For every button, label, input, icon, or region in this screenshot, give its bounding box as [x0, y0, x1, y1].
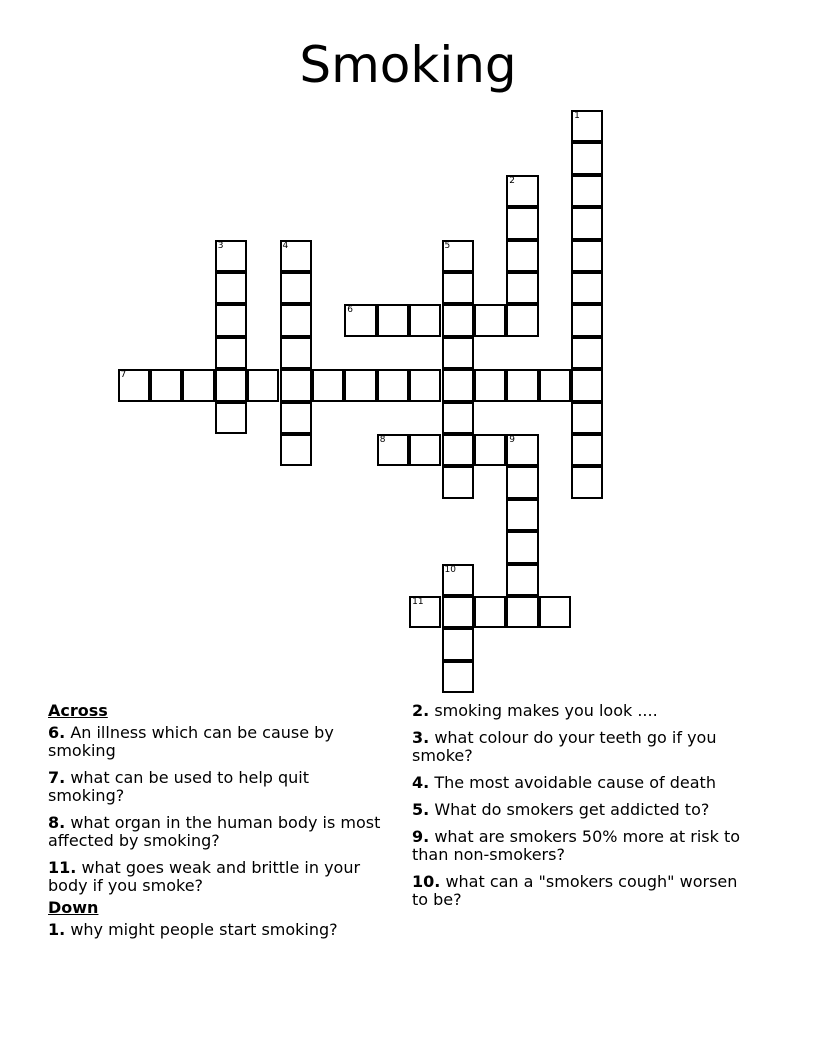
- clue-number: 4.: [412, 773, 430, 792]
- grid-cell-3[interactable]: [215, 240, 247, 272]
- grid-cell[interactable]: [539, 596, 571, 628]
- cell-number: 3: [217, 240, 224, 251]
- grid-cell[interactable]: [377, 369, 409, 401]
- grid-cell[interactable]: [571, 207, 603, 239]
- grid-cell[interactable]: [409, 369, 441, 401]
- grid-cell[interactable]: [280, 337, 312, 369]
- clue-text: what can be used to help quit smoking?: [48, 768, 310, 805]
- grid-cell-5[interactable]: [442, 240, 474, 272]
- clue-down-10: [412, 873, 742, 909]
- clue-number: 10.: [412, 872, 441, 891]
- clue-across-6: [48, 724, 388, 760]
- grid-cell[interactable]: [215, 304, 247, 336]
- grid-cell[interactable]: [442, 402, 474, 434]
- grid-cell[interactable]: [409, 434, 441, 466]
- clue-text: The most avoidable cause of death: [434, 773, 716, 792]
- grid-cell[interactable]: [506, 531, 538, 563]
- grid-cell[interactable]: [215, 402, 247, 434]
- grid-cell[interactable]: [280, 402, 312, 434]
- clue-down-5: [412, 801, 742, 819]
- grid-cell-4[interactable]: [280, 240, 312, 272]
- clue-down-4: [412, 774, 742, 792]
- grid-cell[interactable]: [571, 142, 603, 174]
- grid-cell-2[interactable]: [506, 175, 538, 207]
- cell-number: 10: [444, 564, 456, 575]
- cell-number: 4: [282, 240, 289, 251]
- grid-cell[interactable]: [539, 369, 571, 401]
- grid-cell[interactable]: [312, 369, 344, 401]
- clue-number: 2.: [412, 701, 430, 720]
- grid-cell[interactable]: [247, 369, 279, 401]
- cell-number: 2: [509, 175, 516, 186]
- clue-number: 11.: [48, 858, 77, 877]
- grid-cell[interactable]: [442, 596, 474, 628]
- grid-cell[interactable]: [571, 240, 603, 272]
- clue-across-7: [48, 769, 388, 805]
- clues-right-column: [412, 702, 742, 918]
- grid-cell[interactable]: [280, 434, 312, 466]
- down-heading: Down: [48, 898, 99, 917]
- grid-cell[interactable]: [442, 337, 474, 369]
- puzzle-title: Smoking: [299, 36, 517, 94]
- clue-number: 5.: [412, 800, 430, 819]
- grid-cell-9[interactable]: [506, 434, 538, 466]
- grid-cell[interactable]: [474, 434, 506, 466]
- clue-text: what can a "smokers cough" worsen to be?: [412, 872, 738, 909]
- clue-across-11: [48, 859, 388, 895]
- cell-number: 11: [412, 597, 424, 607]
- clue-text: what goes weak and brittle in your body if you smoke?: [48, 858, 361, 895]
- across-heading: Across: [48, 701, 108, 720]
- clue-text: what organ in the human body is most affected by smoking?: [48, 813, 381, 850]
- grid-cell[interactable]: [506, 596, 538, 628]
- grid-cell[interactable]: [409, 304, 441, 336]
- grid-cell[interactable]: [442, 434, 474, 466]
- grid-cell-11[interactable]: [409, 596, 441, 628]
- grid-cell[interactable]: [377, 304, 409, 336]
- grid-cell[interactable]: [182, 369, 214, 401]
- grid-cell[interactable]: [344, 369, 376, 401]
- grid-cell[interactable]: [506, 207, 538, 239]
- grid-cell[interactable]: [506, 499, 538, 531]
- grid-cell-10[interactable]: [442, 564, 474, 596]
- grid-cell[interactable]: [280, 304, 312, 336]
- grid-cell[interactable]: [215, 337, 247, 369]
- clue-text: what are smokers 50% more at risk to than non-smokers?: [412, 827, 741, 864]
- grid-cell-8[interactable]: [377, 434, 409, 466]
- grid-cell[interactable]: [506, 304, 538, 336]
- grid-cell[interactable]: [571, 304, 603, 336]
- cell-number: 8: [379, 435, 386, 445]
- cell-number: 5: [444, 240, 451, 251]
- clue-down-3: [412, 729, 742, 765]
- grid-cell[interactable]: [571, 402, 603, 434]
- clue-number: 3.: [412, 728, 430, 747]
- clue-text: what colour do your teeth go if you smoke?: [412, 728, 717, 765]
- grid-cell[interactable]: [442, 628, 474, 660]
- clue-across-8: [48, 814, 388, 850]
- clue-text: What do smokers get addicted to?: [434, 800, 710, 819]
- clue-number: 8.: [48, 813, 66, 832]
- grid-cell[interactable]: [571, 175, 603, 207]
- grid-cell[interactable]: [442, 304, 474, 336]
- grid-cell[interactable]: [506, 240, 538, 272]
- clue-down-9: [412, 828, 742, 864]
- grid-cell[interactable]: [571, 466, 603, 498]
- grid-cell[interactable]: [215, 369, 247, 401]
- grid-cell[interactable]: [571, 434, 603, 466]
- clue-number: 9.: [412, 827, 430, 846]
- cell-number: 6: [347, 305, 354, 316]
- grid-cell[interactable]: [571, 272, 603, 304]
- clue-number: 7.: [48, 768, 66, 787]
- grid-cell-7[interactable]: [118, 369, 150, 401]
- grid-cell[interactable]: [280, 369, 312, 401]
- clue-text: why might people start smoking?: [70, 920, 338, 939]
- grid-cell[interactable]: [506, 564, 538, 596]
- cell-number: 7: [120, 370, 127, 381]
- clue-down-1: [48, 921, 388, 939]
- cell-number: 9: [509, 435, 516, 445]
- grid-cell-6[interactable]: [344, 304, 376, 336]
- grid-cell[interactable]: [150, 369, 182, 401]
- clue-text: An illness which can be cause by smoking: [48, 723, 334, 760]
- cell-number: 1: [574, 111, 580, 121]
- grid-cell[interactable]: [571, 369, 603, 401]
- grid-cell[interactable]: [215, 272, 247, 304]
- clue-text: smoking makes you look ....: [434, 701, 658, 720]
- clue-number: 1.: [48, 920, 66, 939]
- grid-cell[interactable]: [474, 304, 506, 336]
- grid-cell[interactable]: [506, 272, 538, 304]
- grid-cell[interactable]: [442, 369, 474, 401]
- grid-cell-1[interactable]: [571, 110, 603, 142]
- grid-cell[interactable]: [442, 272, 474, 304]
- grid-cell[interactable]: [506, 466, 538, 498]
- grid-cell[interactable]: [442, 466, 474, 498]
- grid-cell[interactable]: [474, 369, 506, 401]
- clue-number: 6.: [48, 723, 66, 742]
- grid-cell[interactable]: [571, 337, 603, 369]
- clue-down-2: [412, 702, 742, 720]
- grid-cell[interactable]: [442, 661, 474, 693]
- clues-left-column: [48, 702, 388, 948]
- grid-cell[interactable]: [280, 272, 312, 304]
- grid-cell[interactable]: [506, 369, 538, 401]
- grid-cell[interactable]: [474, 596, 506, 628]
